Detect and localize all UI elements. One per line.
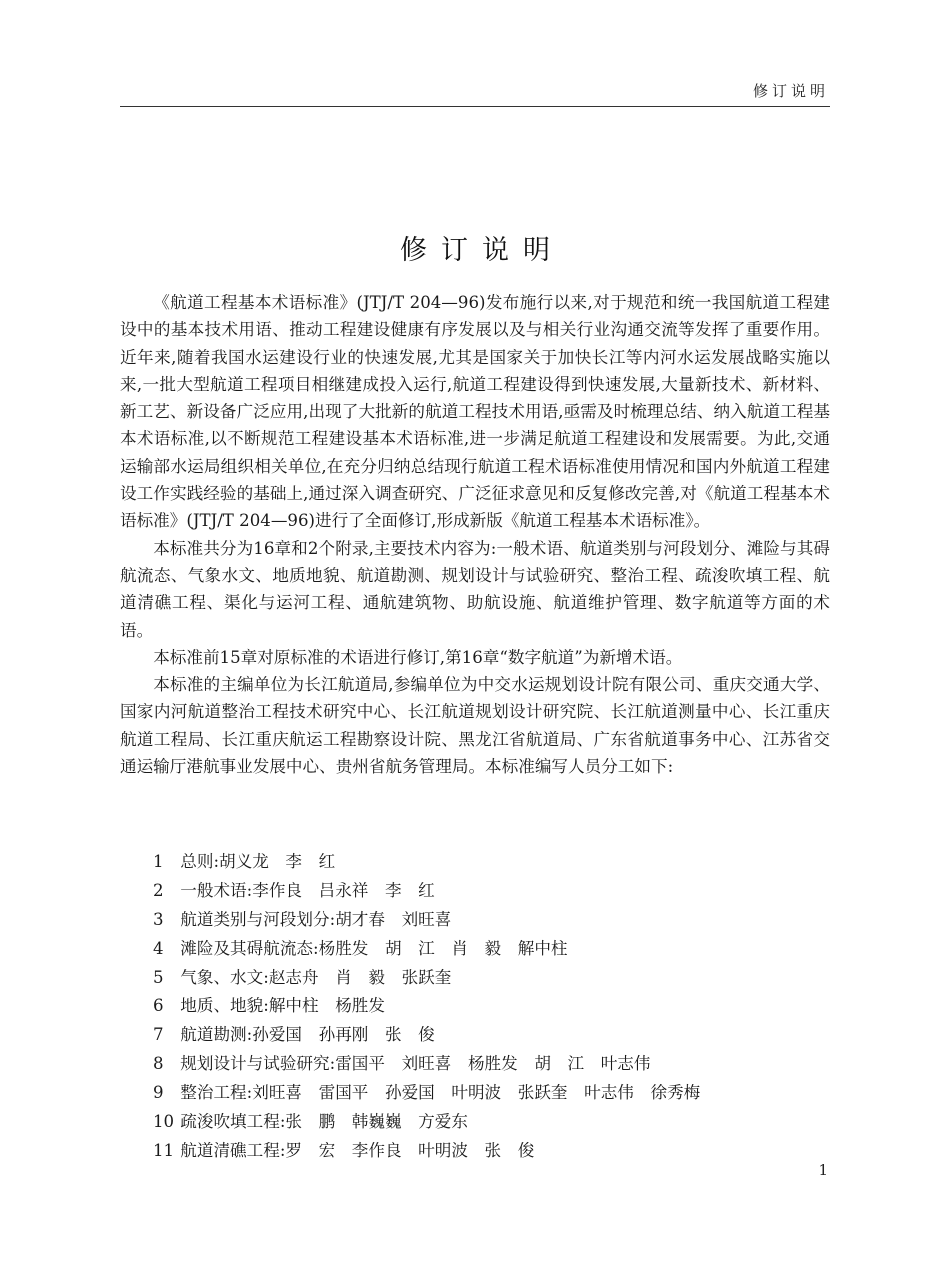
roster-item [153, 848, 833, 877]
body-text [120, 289, 830, 780]
page-number: 1 [818, 1161, 828, 1179]
roster-number: 11 [153, 1140, 175, 1160]
roster-text: 整治工程:刘旺喜 雷国平 孙爱国 叶明波 张跃奎 叶志伟 徐秀梅 [180, 1083, 701, 1103]
roster-text: 疏浚吹填工程:张 鹏 韩巍巍 方爱东 [180, 1112, 468, 1132]
roster-text: 气象、水文:赵志舟 肖 毅 张跃奎 [180, 967, 452, 987]
page-title: 修订说明 [400, 235, 564, 266]
paragraph: 《航道工程基本术语标准》(JTJ/T 204—96)发布施行以来,对于规范和统一我国航道工程建设中的基本技术用语、推动工程建设健康有序发展以及与相关行业沟通交流等发挥了重要作用。近年来,随着我国水运建设行业的快速发展,尤其是国家关于加快长江等内河水运发展战略实施以来,一批大型航道工程项目相继建成投入运行,航道工程建设得到快速发展,大量新技术、新材料、新工艺、新设备广泛应用,出现了大批新的航道工程技术用语,亟需及时梳理总结、纳入航道工程基本术语标准,以不断规范工程建设基本术语标准,进一步满足航道工程建设和发展需要。为此,交通运输部水运局组织相关单位,在充分归纳总结现行航道工程术语标准使用情况和国内外航道工程建设工作实践经验的基础上,通过深入调查研究、广泛征求意见和反复修改完善,对《航道工程基本术语标准》(JTJ/T 204—96)进行了全面修订,形成新版《航道工程基本术语标准》。 [120, 293, 830, 531]
roster-number: 9 [153, 1083, 164, 1103]
paragraph: 本标准的主编单位为长江航道局,参编单位为中交水运规划设计院有限公司、重庆交通大学、国家内河航道整治工程技术研究中心、长江航道规划设计研究院、长江航道测量中心、长江重庆航道工程局、长江重庆航运工程勘察设计院、黑龙江省航道局、广东省航道事务中心、江苏省交通运输厅港航事业发展中心、贵州省航务管理局。本标准编写人员分工如下: [120, 675, 830, 777]
roster-text: 规划设计与试验研究:雷国平 刘旺喜 杨胜发 胡 江 叶志伟 [180, 1054, 651, 1074]
roster-number: 7 [153, 1025, 164, 1045]
roster-item [153, 1021, 833, 1050]
roster-number: 8 [153, 1054, 164, 1074]
roster-number: 1 [153, 852, 164, 871]
roster-item [153, 1108, 833, 1137]
author-roster [153, 848, 833, 1166]
roster-number: 2 [153, 880, 164, 900]
roster-number: 3 [153, 909, 164, 929]
roster-text: 航道清礁工程:罗 宏 李作良 叶明波 张 俊 [180, 1140, 535, 1160]
roster-number: 10 [153, 1112, 175, 1132]
roster-item [153, 1137, 833, 1166]
roster-text: 航道勘测:孙爱国 孙再刚 张 俊 [180, 1025, 435, 1045]
roster-text: 航道类别与河段划分:胡才春 刘旺喜 [180, 909, 452, 929]
paragraph: 本标准共分为16章和2个附录,主要技术内容为:一般术语、航道类别与河段划分、滩险与其碍航流态、气象水文、地质地貌、航道勘测、规划设计与试验研究、整治工程、疏浚吹填工程、航道清礁工程、渠化与运河工程、通航建筑物、助航设施、航道维护管理、数字航道等方面的术语。 [120, 538, 830, 640]
roster-text: 一般术语:李作良 吕永祥 李 红 [180, 880, 435, 900]
roster-item [153, 992, 833, 1021]
paragraph: 本标准前15章对原标准的术语进行修订,第16章“数字航道”为新增术语。 [153, 647, 683, 667]
roster-item [153, 1050, 833, 1079]
roster-number: 4 [153, 938, 164, 958]
roster-text: 总则:胡义龙 李 红 [180, 852, 336, 871]
running-header: 修订说明 [752, 82, 829, 100]
roster-number: 5 [153, 967, 164, 987]
roster-item [153, 935, 833, 964]
roster-text: 地质、地貌:解中柱 杨胜发 [180, 996, 385, 1016]
roster-item [153, 906, 833, 935]
roster-item [153, 1079, 833, 1108]
roster-item [153, 964, 833, 993]
header-rule [120, 106, 830, 107]
roster-text: 滩险及其碍航流态:杨胜发 胡 江 肖 毅 解中柱 [180, 938, 568, 958]
roster-item [153, 877, 833, 906]
roster-number: 6 [153, 996, 164, 1016]
